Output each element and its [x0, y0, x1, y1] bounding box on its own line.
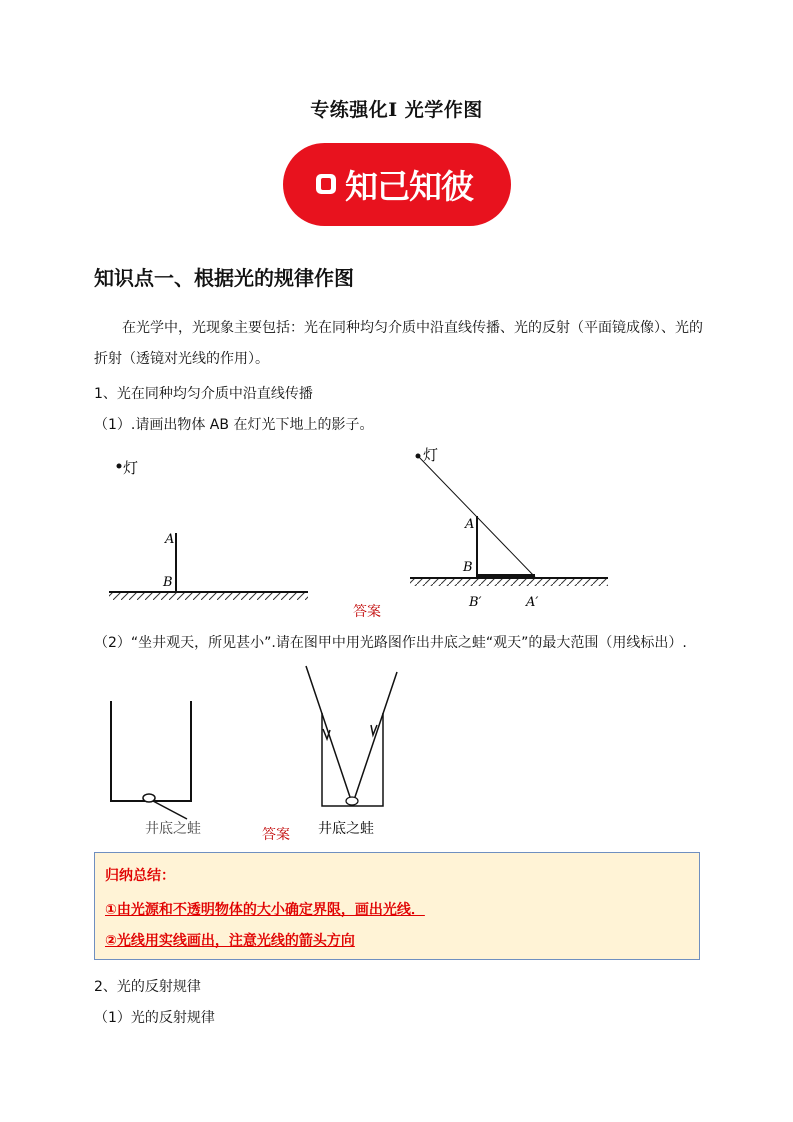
frog-pointer-left — [153, 801, 187, 819]
subsection-2-1: （1）光的反射规律 — [94, 1010, 215, 1026]
label-b-prime: B′ — [469, 595, 482, 610]
intro-line-1: 在光学中，光现象主要包括：光在同种均匀介质中沿直线传播、光的反射（平面镜成像）、光的 — [122, 320, 703, 336]
answer-label-2: 答案 — [262, 827, 290, 843]
label-a-prime: A′ — [526, 595, 539, 610]
well-left — [111, 701, 191, 801]
summary-item-1: ①由光源和不透明物体的大小确定界限，画出光线． — [105, 902, 425, 918]
frog-label-right: 井底之蛙 — [318, 821, 374, 837]
frog-right — [346, 797, 358, 805]
question-2: （2）“坐井观天，所见甚小”.请在图甲中用光路图作出井底之蛙“观天”的最大范围（用线标出）. — [94, 635, 687, 651]
label-a-right: A — [465, 517, 475, 532]
question-1: （1）.请画出物体 AB 在灯光下地上的影子。 — [94, 417, 374, 433]
section-heading: 知识点一、根据光的规律作图 — [94, 266, 354, 290]
ray-right — [354, 672, 397, 800]
answer-label-1: 答案 — [353, 604, 381, 620]
summary-box — [94, 852, 700, 960]
ground-hatch-right — [410, 579, 608, 586]
arrow-left-icon — [323, 729, 330, 739]
well-figure — [105, 663, 405, 843]
lamp-label-left: 灯 — [123, 459, 139, 477]
label-b-left: B — [163, 575, 173, 590]
well-right — [322, 713, 383, 806]
shadow-figure — [105, 440, 615, 620]
page-title: 专练强化I 光学作图 — [310, 99, 483, 121]
subsection-1: 1、光在同种均匀介质中沿直线传播 — [94, 386, 313, 402]
book-icon — [316, 174, 336, 194]
zhijizhibi-badge — [283, 143, 511, 226]
frog-label-left: 井底之蛙 — [145, 821, 201, 837]
lamp-label-right: 灯 — [423, 446, 439, 464]
intro-paragraph — [94, 313, 704, 375]
label-a-left: A — [165, 532, 175, 547]
ground-hatch-left — [109, 593, 308, 600]
subsection-2: 2、光的反射规律 — [94, 979, 201, 995]
summary-item-2: ②光线用实线画出，注意光线的箭头方向 — [105, 933, 355, 949]
lamp-dot-left — [117, 464, 122, 469]
summary-title: 归纳总结： — [105, 868, 175, 884]
intro-line-2: 折射（透镜对光线的作用）。 — [94, 351, 269, 367]
badge-text: 知己知彼 — [345, 167, 473, 206]
label-b-right: B — [463, 560, 473, 575]
